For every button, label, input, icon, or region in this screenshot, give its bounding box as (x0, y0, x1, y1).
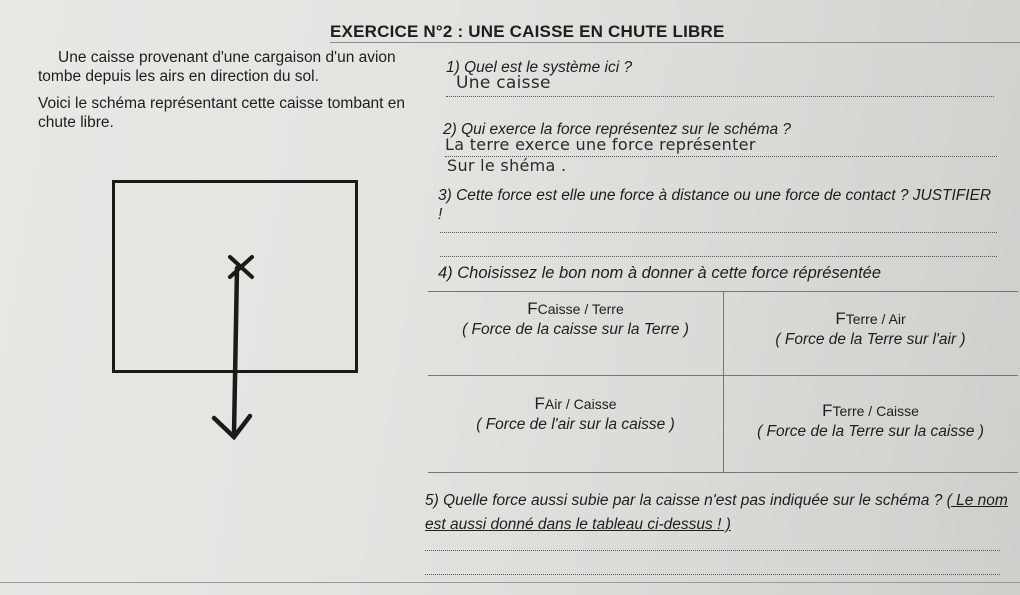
choice-terre-caisse[interactable]: FTerre / Caisse ( Force de la Terre sur la caisse ) (757, 401, 984, 440)
page-bottom-rule (0, 582, 1020, 583)
answer-1[interactable]: Une caisse (456, 73, 551, 93)
answer-5-line-1[interactable] (425, 550, 1000, 551)
intro-text (38, 48, 433, 140)
answer-5-line-2[interactable] (425, 574, 1000, 575)
answer-1-line (446, 96, 994, 97)
intro-paragraph-1: Une caisse provenant d'une cargaison d'un avion tombe depuis les airs en direction du sol. (38, 49, 396, 85)
choice-air-caisse[interactable]: FAir / Caisse ( Force de l'air sur la caisse ) (476, 394, 675, 433)
crate-box (112, 180, 358, 373)
intro-paragraph-2: Voici le schéma représentant cette caisse tombant en chute libre. (38, 95, 406, 131)
question-2: 2) Qui exerce la force représentez sur le schéma ? (443, 121, 792, 138)
answer-2-line-1[interactable]: La terre exerce une force représenter (445, 135, 756, 154)
choice-caisse-terre[interactable]: FCaisse / Terre ( Force de la caisse sur la Terre ) (462, 299, 689, 338)
question-3: 3) Cette force est elle une force à distance ou une force de contact ? JUSTIFIER ! (438, 187, 992, 223)
question-4: 4) Choisissez le bon nom à donner à cette force réprésentée (438, 264, 882, 282)
answer-2-line-2[interactable]: Sur le shéma . (447, 156, 567, 175)
answer-3-line-1[interactable] (440, 232, 997, 233)
choice-terre-air[interactable]: FTerre / Air ( Force de la Terre sur l'air ) (775, 309, 966, 348)
question-5-hint: ( Le nom est aussi donné dans le tableau ci-dessus ! ) (425, 492, 1008, 533)
exercise-title: EXERCICE N°2 : UNE CAISSE EN CHUTE LIBRE (330, 22, 725, 41)
choices-table (428, 291, 1018, 473)
question-5-text: 5) Quelle force aussi subie par la caisse n'est pas indiquée sur le schéma ? (425, 492, 947, 509)
title-divider (330, 42, 1020, 43)
answer-3-line-2[interactable] (440, 256, 997, 257)
question-1: 1) Quel est le système ici ? (446, 59, 633, 76)
question-5 (425, 489, 1010, 537)
